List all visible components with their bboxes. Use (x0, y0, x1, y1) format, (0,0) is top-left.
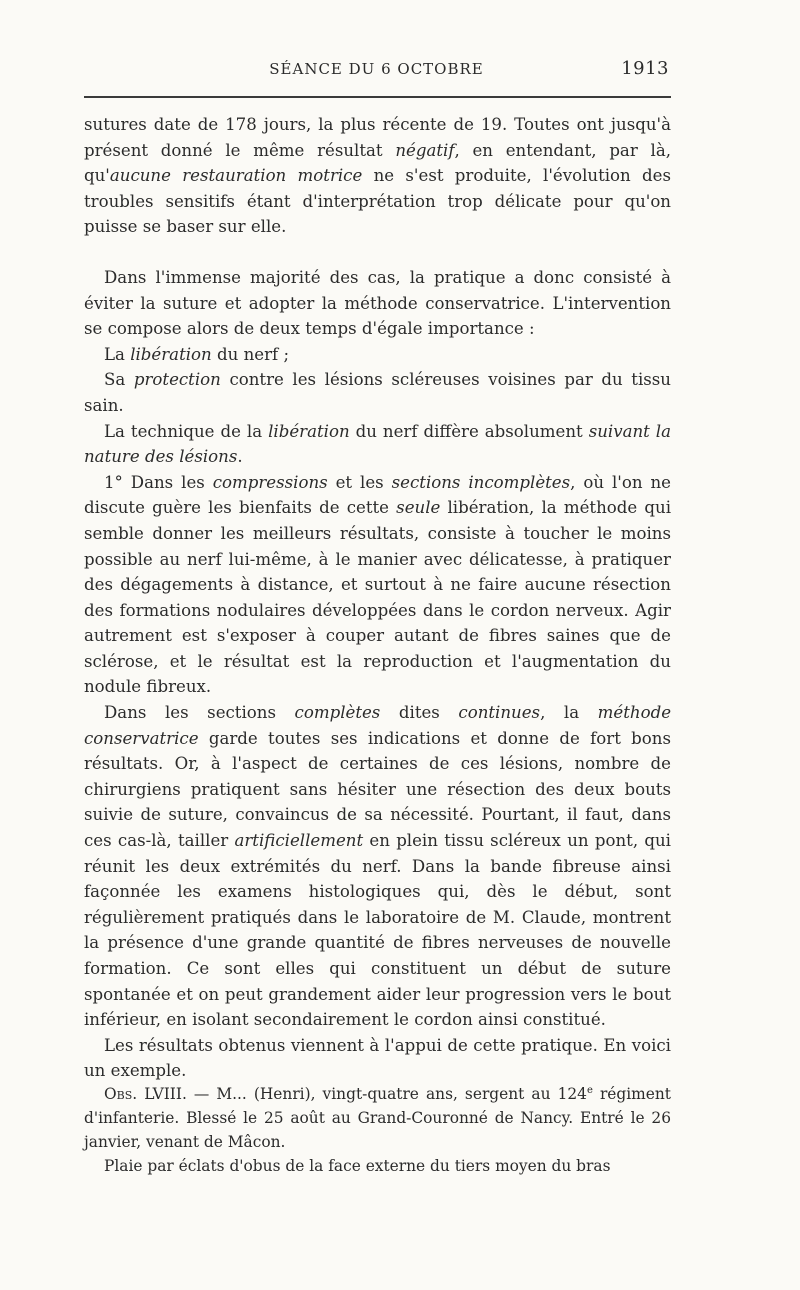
running-title: SÉANCE DU 6 OCTOBRE (269, 60, 484, 78)
observation-paragraph: Obs. LVIII. — M... (Henri), vingt-quatre ans, sergent au 124e régiment d'infanterie. Blessé le 25 août au Grand-Couronné de Nancy. Entré le 26 janvier, venant de Mâcon. (84, 1085, 671, 1151)
paragraph: La technique de la libération du nerf diffère absolument suivant la nature des lésions. (84, 421, 672, 467)
paragraph: La libération du nerf ; (104, 344, 290, 364)
paragraph: sutures date de 178 jours, la plus récente de 19. Toutes ont jusqu'à présent donné le même résultat négatif, en entendant, par là, qu'aucune restauration motrice ne s'est produite, l'évolution des troubles sensitifs étant d'interprétation trop délicate pour qu'on puisse se baser sur elle. (84, 115, 671, 237)
observation-block (84, 1082, 671, 1178)
paragraph: Dans l'immense majorité des cas, la pratique a donc consisté à éviter la suture et adopter la méthode conservatrice. L'intervention se compose alors de deux temps d'égale importance : (84, 267, 671, 339)
running-header (84, 52, 669, 92)
paragraph: Dans les sections complètes dites continues, la méthode conservatrice garde toutes ses indications et donne de fort bons résultats. Or, à l'aspect de certaines de ces lésions, nombre de chirurgiens pratiquent sans hésiter une résection des deux bouts suivie de suture, convaincus de sa nécessité. Pourtant, il faut, dans ces cas-là, tailler artificiellement en plein tissu scléreux un pont, qui réunit les deux extrémités du nerf. Dans la bande fibreuse ainsi façonnée les examens histologiques qui, dès le début, sont régulièrement pratiqués dans le laboratoire de M. Claude, montrent la présence d'une grande quantité de fibres nerveuses de nouvelle formation. Ce sont elles qui constituent un début de suture spontanée et on peut grandement aider leur progression vers le bout inférieur, en isolant secondairement le cordon ainsi constitué. (84, 703, 672, 1030)
observation-label: Obs. LVIII. (104, 1085, 187, 1103)
paragraph: 1° Dans les compressions et les sections incomplètes, où l'on ne discute guère les bienfaits de cette seule libération, la méthode qui semble donner les meilleurs résultats, consiste à toucher le moins possible au nerf lui-même, à le manier avec délicatesse, à pratiquer des dégagements à distance, et surtout à ne faire aucune résection des formations nodulaires développées dans le cordon nerveux. Agir autrement est s'exposer à couper autant de fibres saines que de sclérose, et le résultat est la reproduction et l'augmentation du nodule fibreux. (84, 472, 671, 697)
header-rule (84, 96, 671, 98)
paragraph: Sa protection contre les lésions scléreuses voisines par du tissu sain. (84, 370, 671, 415)
observation-paragraph: Plaie par éclats d'obus de la face externe du tiers moyen du bras (104, 1157, 611, 1175)
body-text (84, 112, 671, 1084)
paragraph: Les résultats obtenus viennent à l'appui de cette pratique. En voici un exemple. (84, 1035, 671, 1081)
page-number: 1913 (621, 58, 669, 79)
